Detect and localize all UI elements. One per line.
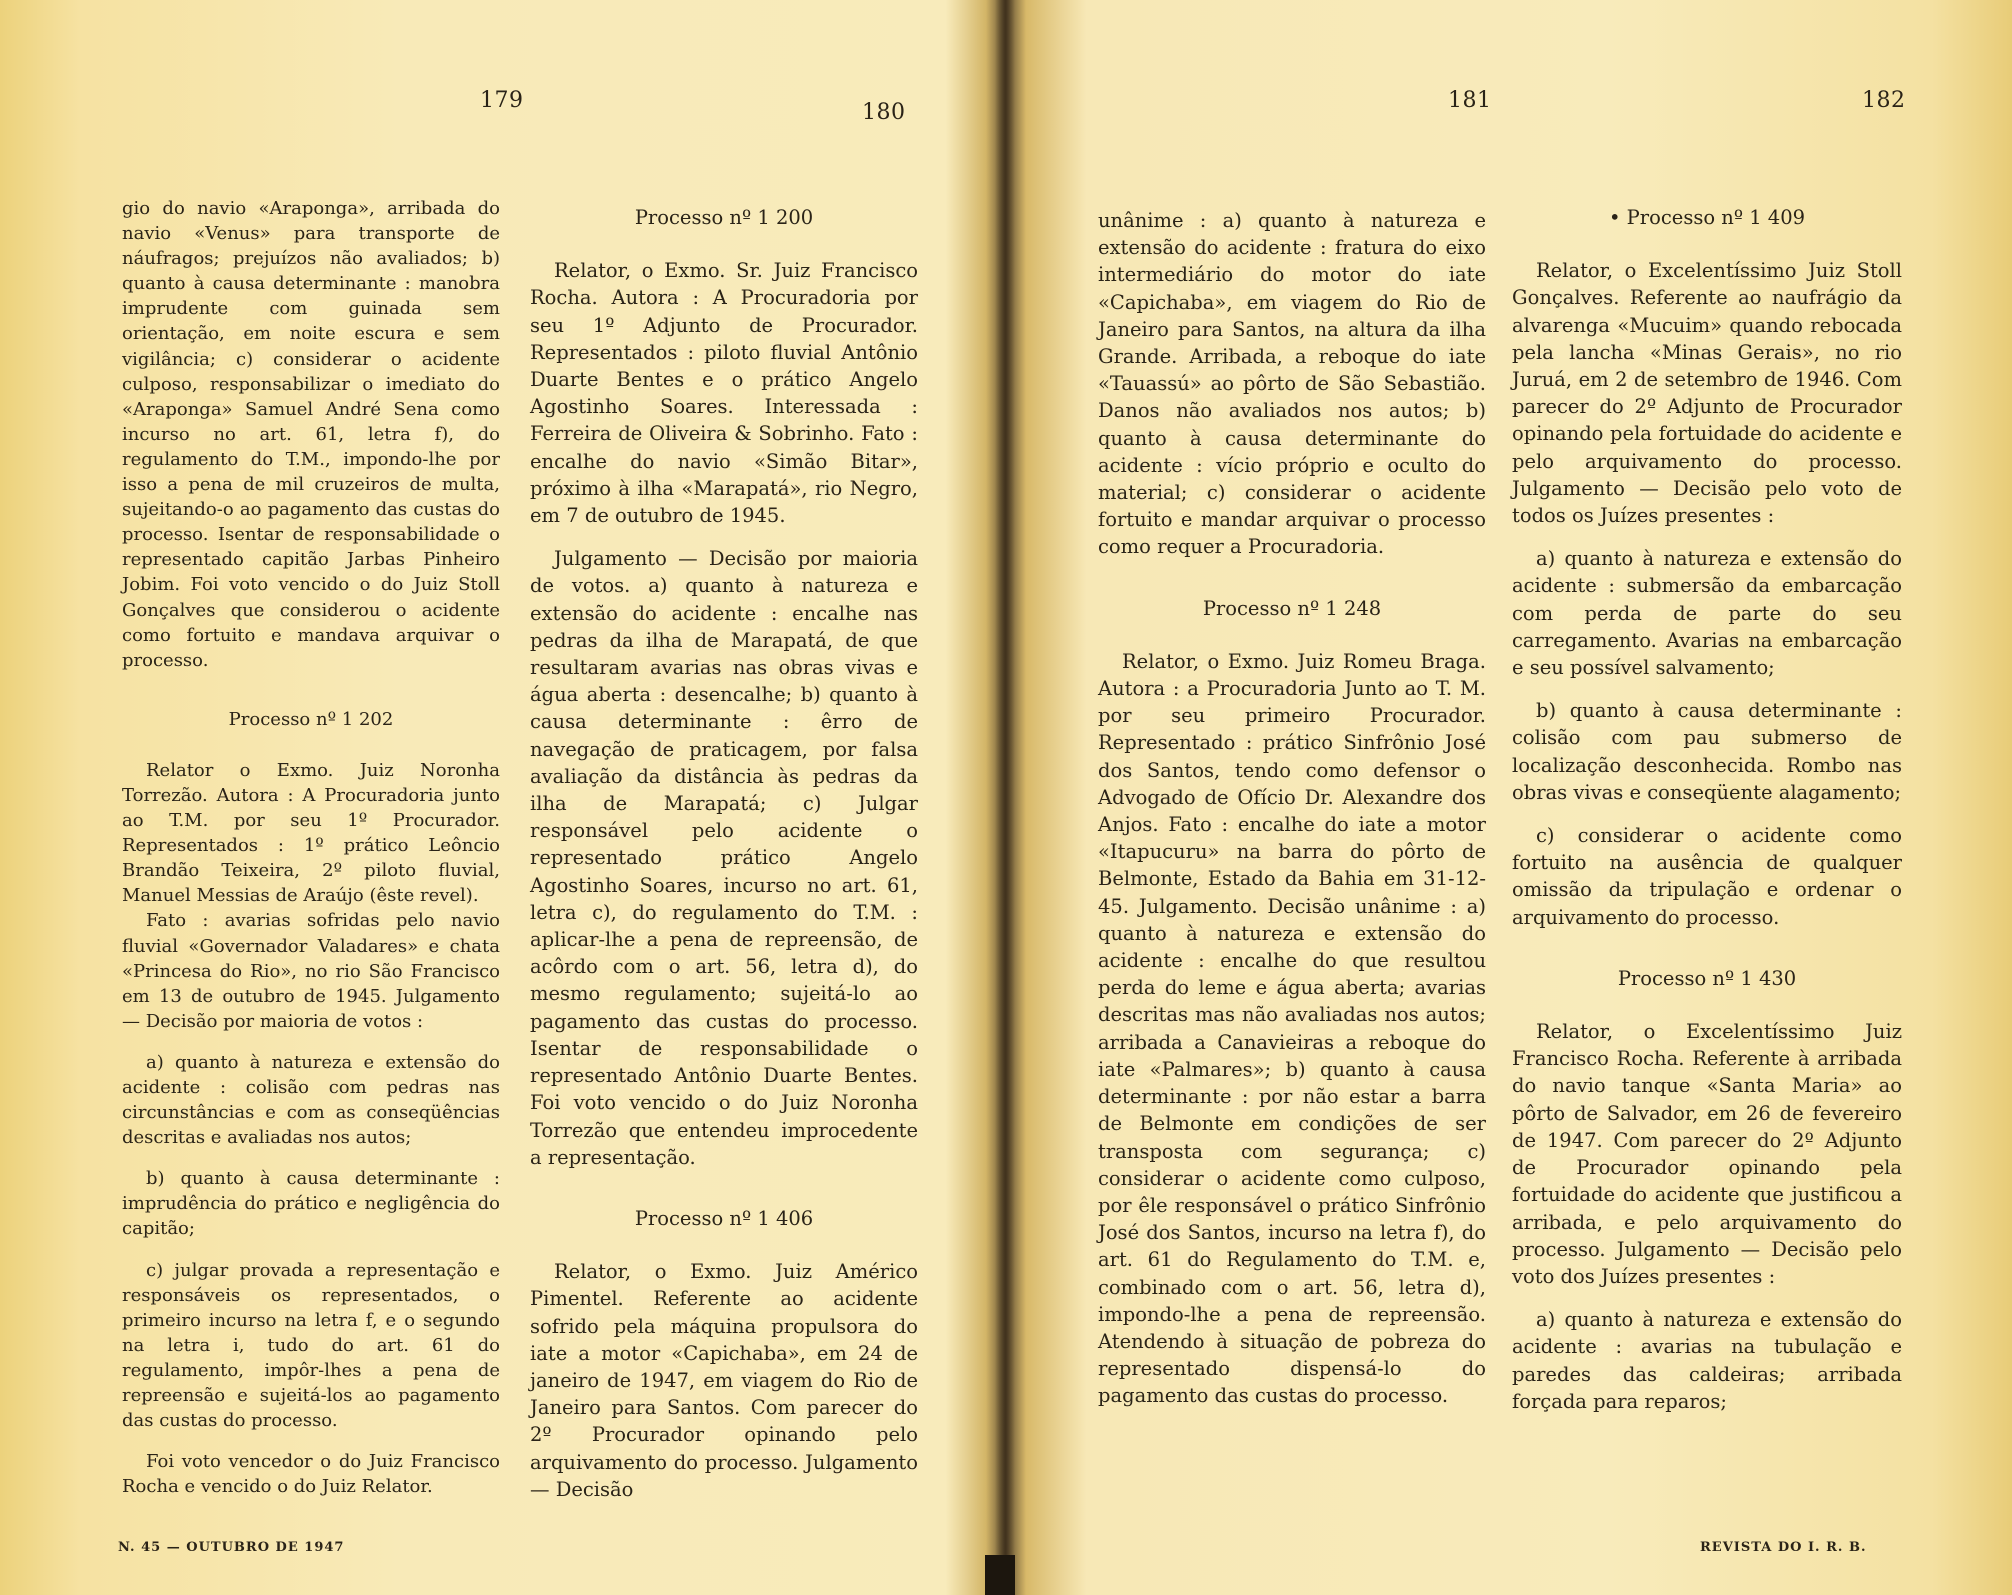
paragraph: Relator, o Excelentíssimo Juiz Stoll Gonçalves. Referente ao naufrágio da alvarenga «Mucuim» quando rebocada pela lancha «Minas Gerais», no rio Juruá, em 2 de setembro de 1946. Com parecer do 2º Adjunto de Procurador opinando pela fortuidade do acidente e pelo arquivamento do processo. Julgamento — Decisão pelo voto de todos os Juízes presentes : <box>1512 259 1902 528</box>
paragraph: Relator, o Excelentíssimo Juiz Francisco Rocha. Referente à arribada do navio tanque «Santa Maria» ao pôrto de Salvador, em 26 de fevereiro de 1947. Com parecer do 2º Adjunto de Procurador opinando pela fortuidade do acidente que justificou a arribada, e pelo arquivamento do processo. Julgamento — Decisão pelo voto dos Juízes presentes : <box>1512 1020 1902 1288</box>
paragraph: Relator, o Exmo. Juiz Américo Pimentel. Referente ao acidente sofrido pela máquina propulsora do iate a motor «Capichaba», em 24 de janeiro de 1947, em viagem do Rio de Janeiro para Santos. Com parecer do 2º Procurador opinando pelo arquivamento do processo. Julgamento — Decisão <box>530 1260 918 1501</box>
paragraph: a) quanto à natureza e extensão do acidente : avarias na tubulação e paredes das caldeiras; arribada forçada para reparos; <box>1512 1308 1902 1413</box>
paragraph: Relator, o Exmo. Juiz Romeu Braga. Autora : a Procuradoria Junto ao T. M. por seu primeiro Procurador. Representado : prático Sinfrônio José dos Santos, tendo como defensor o Advogado de Ofício Dr. Alexandre dos Anjos. Fato : encalhe do iate a motor «Itapucuru» na barra do pôrto de Belmonte, Estado da Bahia em 31-12-45. Julgamento. Decisão unânime : a) quanto à natureza e extensão do acidente : encalhe do que resultou perda do leme e água aberta; avarias descritas mas não avaliadas nos autos; arribada a Canavieiras a reboque do iate «Palmares»; b) quanto à causa determinante : por não estar a barra de Belmonte em condições de ser transposta com segurança; c) considerar o acidente como culposo, por êle responsável o prático Sinfrônio José dos Santos, incurso na letra f), do art. 61 do Regulamento do T.M. e, combinado com o art. 56, letra d), impondo-lhe a pena de repreensão. Atendendo à situação de pobreza do representado dispensá-lo do pagamento das custas do processo. <box>1098 649 1486 1408</box>
paragraph: c) julgar provada a representação e responsáveis os representados, o primeiro incurso na letra f, e o segundo na letra i, tudo do art. 61 do regulamento, impôr-lhes a pena de repreensão e sujeitá-los ao pagamento das custas do processo. <box>122 1259 500 1432</box>
paragraph: a) quanto à natureza e extensão do acidente : colisão com pedras nas circunstâncias e com as conseqüências descritas e avaliadas nos autos; <box>122 1051 500 1149</box>
column-page-180 <box>530 204 918 1519</box>
column-page-181 <box>1098 207 1486 1426</box>
section-heading: Processo nº 1 430 <box>1617 966 1797 990</box>
paragraph: Relator o Exmo. Juiz Noronha Torrezão. Autora : A Procuradoria junto ao T.M. por seu 1º Procurador. Representados : 1º prático Leôncio Brandão Teixeira, 2º piloto fluvial, Manuel Messias de Araújo (êste revel). <box>122 759 500 907</box>
column-page-182 <box>1512 204 1902 1431</box>
section-heading: Processo nº 1 200 <box>634 206 814 229</box>
spine-shadow <box>985 1555 1015 1595</box>
paragraph: gio do navio «Araponga», arribada do navio «Venus» para transporte de náufragos; prejuízos não avaliados; b) quanto à causa determinante : manobra imprudente com guinada sem orientação, em noite escura e sem vigilância; c) considerar o acidente culposo, responsabilizar o imediato do «Araponga» Samuel André Sena como incurso no art. 61, letra f), do regulamento do T.M., impondo-lhe por isso a pena de mil cruzeiros de multa, sujeitando-o ao pagamento das custas do processo. Isentar de responsabilidade o representado capitão Jarbas Pinheiro Jobim. Foi voto vencido o do Juiz Stoll Gonçalves que considerou o acidente como fortuito e mandava arquivar o processo. <box>122 198 500 671</box>
paragraph: c) considerar o acidente como fortuito na ausência de qualquer omissão da tripulação e ordenar o arquivamento do processo. <box>1512 824 1902 929</box>
page-number-181: 181 <box>1448 88 1492 113</box>
paragraph: Relator, o Exmo. Sr. Juiz Francisco Rocha. Autora : A Procuradoria por seu 1º Adjunto de Procurador. Representados : piloto fluvial Antônio Duarte Bentes e o prático Angelo Agostinho Soares. Interessada : Ferreira de Oliveira & Sobrinho. Fato : encalhe do navio «Simão Bitar», próximo à ilha «Marapatá», rio Negro, em 7 de outubro de 1945. <box>530 259 918 528</box>
footer-issue: N. 45 — OUTUBRO DE 1947 <box>118 1540 345 1555</box>
paragraph: Julgamento — Decisão por maioria de votos. a) quanto à natureza e extensão do acidente : encalhe nas pedras da ilha de Marapatá, de que resultaram avarias nas obras vivas e água aberta : desencalhe; b) quanto à causa determinante : êrro de navegação de praticagem, por falsa avaliação da distância às pedras da ilha de Marapatá; c) Julgar responsável pelo acidente o representado prático Angelo Agostinho Soares, incurso no art. 61, letra c), do regulamento do T.M. : aplicar-lhe a pena de repreensão, de acôrdo com o art. 56, letra d), do mesmo regulamento; sujeitá-lo ao pagamento das custas do processo. Isentar de responsabilidade o representado Antônio Duarte Bentes. Foi voto vencido o do Juiz Noronha Torrezão que entendeu improcedente a representação. <box>530 547 918 1169</box>
paragraph: a) quanto à natureza e extensão do acidente : submersão da embarcação com perda de parte do seu carregamento. Avarias na embarcação e seu possível salvamento; <box>1512 547 1902 680</box>
paragraph: b) quanto à causa determinante : imprudência do prático e negligência do capitão; <box>122 1168 500 1240</box>
section-heading: • Processo nº 1 409 <box>1608 206 1806 229</box>
paragraph: Foi voto vencedor o do Juiz Francisco Rocha e vencido o do Juiz Relator. <box>122 1451 500 1498</box>
gutter-shadow <box>995 0 1015 1595</box>
column-page-179 <box>122 196 500 1515</box>
section-heading: Processo nº 1 406 <box>634 1206 814 1230</box>
section-heading: Processo nº 1 248 <box>1202 596 1382 620</box>
page-number-179: 179 <box>480 88 524 113</box>
paragraph: unânime : a) quanto à natureza e extensão do acidente : fratura do eixo intermediário do motor do iate «Capichaba», em viagem do Rio de Janeiro para Santos, na altura da ilha Grande. Arribada, a reboque do iate «Tauassú» ao pôrto de São Sebastião. Danos não avaliados nos autos; b) quanto à causa determinante do acidente : vício próprio e oculto do material; c) considerar o acidente fortuito e mandar arquivar o processo como requer a Procuradoria. <box>1098 209 1486 559</box>
page-number-180: 180 <box>862 100 906 125</box>
paragraph: Fato : avarias sofridas pelo navio fluvial «Governador Valadares» e chata «Princesa do Rio», no rio São Francisco em 13 de outubro de 1945. Julgamento — Decisão por maioria de votos : <box>122 910 500 1032</box>
paragraph: b) quanto à causa determinante : colisão com pau submerso de localização desconhecida. Rombo nas obras vivas e conseqüente alagamento; <box>1512 699 1902 804</box>
footer-journal: REVISTA DO I. R. B. <box>1700 1540 1867 1555</box>
section-heading: Processo nº 1 202 <box>228 708 394 730</box>
page-number-182: 182 <box>1862 88 1906 113</box>
